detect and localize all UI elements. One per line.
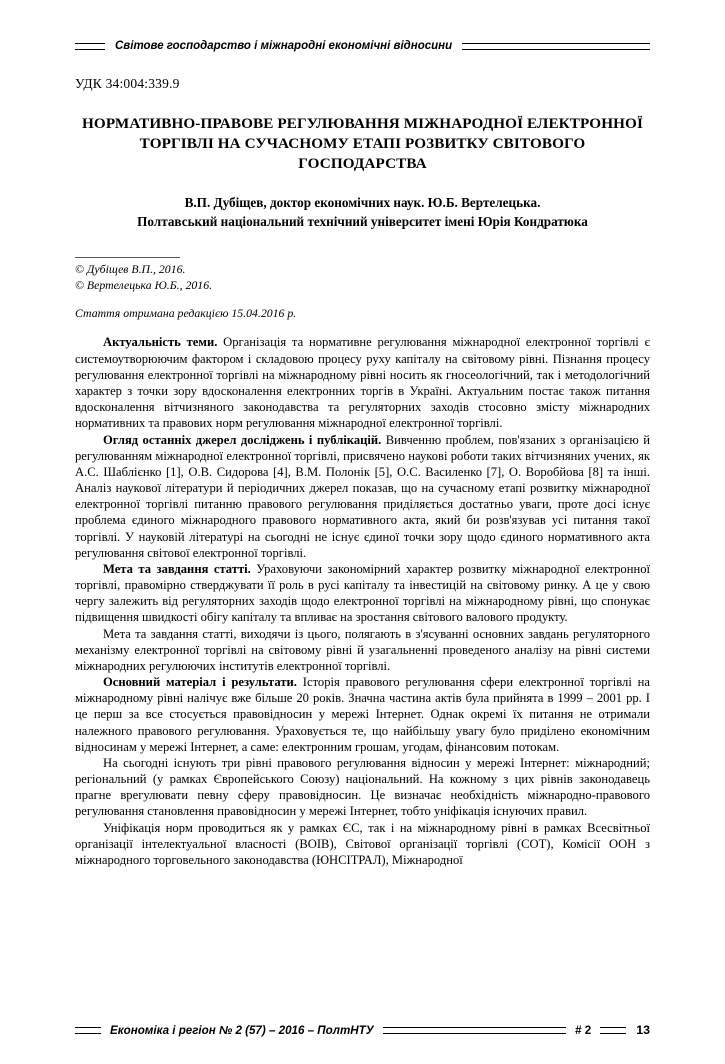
paragraph	[75, 334, 650, 431]
paragraph-text: Ураховуючи закономірний характер розвитку міжнародної електронної торгівлі, правомірно стверджувати її роль в русі капіталу та інвестицій на світовому ринку. А це у свою чергу залежить від регуляторних заходів щодо електронної торгівлі на міжнародному рівні, що спонукає підвищення швидкості обігу капіталу та впливає на зростання світового валового продукту.	[75, 561, 650, 625]
running-head-rule-right	[462, 43, 650, 50]
page-title: НОРМАТИВНО-ПРАВОВЕ РЕГУЛЮВАННЯ МІЖНАРОДНОЇ ЕЛЕКТРОННОЇ ТОРГІВЛІ НА СУЧАСНОМУ ЕТАПІ РОЗВИТКУ СВІТОВОГО ГОСПОДАРСТВА	[82, 115, 643, 173]
footer-journal: Економіка і регіон № 2 (57) – 2016 – ПолтНТУ	[110, 1023, 374, 1037]
paragraph-text: Історія правового регулювання сфери електронної торгівлі на міжнародному рівні налічує вже більше 20 років. Значна частина актів була прийнята в 1999 – 2001 рр. І це перш за все стосується правовідносин у мережі Інтернет. Однак окремі їх питання не отримали належного правового регулювання. Ураховується те, що найбільшу увагу було приділено економічним відносинам у мережі Інтернет, а саме: електронним грошам, угодам, фінансовим потокам.	[75, 675, 651, 754]
page-footer	[75, 1023, 650, 1037]
footer-rule-right	[600, 1027, 626, 1034]
paragraph-lead: Основний матеріал і результати.	[103, 675, 297, 690]
article-body	[75, 334, 650, 868]
affiliation: Полтавський національний технічний університет імені Юрія Кондратюка	[137, 213, 588, 229]
copyright-block	[75, 257, 650, 294]
article-page	[0, 40, 725, 1064]
paragraph	[75, 561, 650, 626]
copyright-divider	[75, 257, 180, 258]
udc-code: УДК 34:004:339.9	[75, 76, 180, 91]
paragraph-text: Мета та завдання статті, виходячи із цього, полягають в з'ясуванні основних завдань регуляторного механізму електронної торгівлі на світовому рівні й узагальненні проведеного аналізу на рівні системи міжнародних регулюючих інститутів електронної торгівлі.	[75, 626, 650, 673]
footer-issue: # 2	[575, 1023, 592, 1037]
paragraph-lead: Огляд останніх джерел досліджень і публікацій.	[103, 432, 382, 447]
paragraph	[75, 820, 650, 869]
authors: В.П. Дубіщев, доктор економічних наук. Ю.Б. Вертелецька.	[184, 194, 541, 210]
paragraph	[75, 674, 650, 755]
running-head-rule-left	[75, 43, 105, 50]
page-number: 13	[636, 1023, 650, 1037]
paragraph	[75, 432, 650, 561]
footer-rule-left	[75, 1027, 101, 1034]
received-date: Стаття отримана редакцією 15.04.2016 р.	[75, 306, 297, 321]
paragraph	[75, 755, 650, 820]
copyright-line-2: © Вертелецька Ю.Б., 2016.	[75, 278, 213, 293]
paragraph-lead: Мета та завдання статті.	[103, 561, 251, 576]
copyright-line-1: © Дубіщев В.П., 2016.	[75, 261, 186, 276]
paragraph-lead: Актуальність теми.	[103, 335, 218, 350]
paragraph-text: Організація та нормативне регулювання міжнародної електронної торгівлі є системоутворюючим фактором і складовою процесу руху капіталу на світовому рівні. Пізнання процесу регулювання електронної торгівлі на міжнародному рівні носить як гносеологічний, так і методологічний характер з точки зору вдосконалення електронних торгів в Україні. Актуальним постає також питання вдосконалення вітчизняного законодавства та регуляторних заходів стосовно змісту міжнародних нормативних та правових норм регулювання міжнародної електронної торгівлі.	[75, 335, 650, 431]
running-head	[75, 40, 650, 52]
paragraph-text: На сьогодні існують три рівні правового регулювання відносин у мережі Інтернет: міжнародний; регіональний (у рамках Європейського Союзу) національний. На кожному з цих рівнів законодавець прагне врегулювати певну сферу правовідносин. Це визначає необхідність міжнародно-правового регулювання становлення правовідносин у мережі Інтернет, тобто уніфікація існуючих правил.	[75, 755, 650, 819]
running-head-title: Світове господарство і міжнародні економічні відносини	[115, 40, 453, 52]
paragraph-text: Вивченню проблем, пов'язаних з організацією й регулюванням міжнародної електронної торгівлі, присвячено наукові роботи таких вітчизняних учених, як А.С. Шаблієнко [1], О.В. Сидорова [4], В.М. Полонік [5], О.С. Василенко [7], О. Воробйова [8] та інші. Аналіз наукової літератури й періодичних джерел показав, що на сучасному етапі розвитку міжнародної електронної торгівлі питанню правового регулювання приділяється достатньо уваги, проте досі існує проблема єдиного міжнародного правового нормативного акта, який би розв'язував усі питання такої торгівлі. У науковій літературі на сьогодні не існує єдиної точки зору щодо єдиного нормативного акта регулювання світової електронної торгівлі.	[75, 432, 650, 560]
paragraph-text: Уніфікація норм проводиться як у рамках ЄС, так і на міжнародному рівні в рамках Всесвітньої організації інтелектуальної власності (ВОІВ), Світової організації торгівлі (СОТ), Комісії ООН з міжнародного торговельного законодавства (ЮНСІТРАЛ), Міжнародної	[75, 820, 650, 867]
footer-rule-mid	[383, 1027, 567, 1034]
paragraph	[75, 626, 650, 675]
